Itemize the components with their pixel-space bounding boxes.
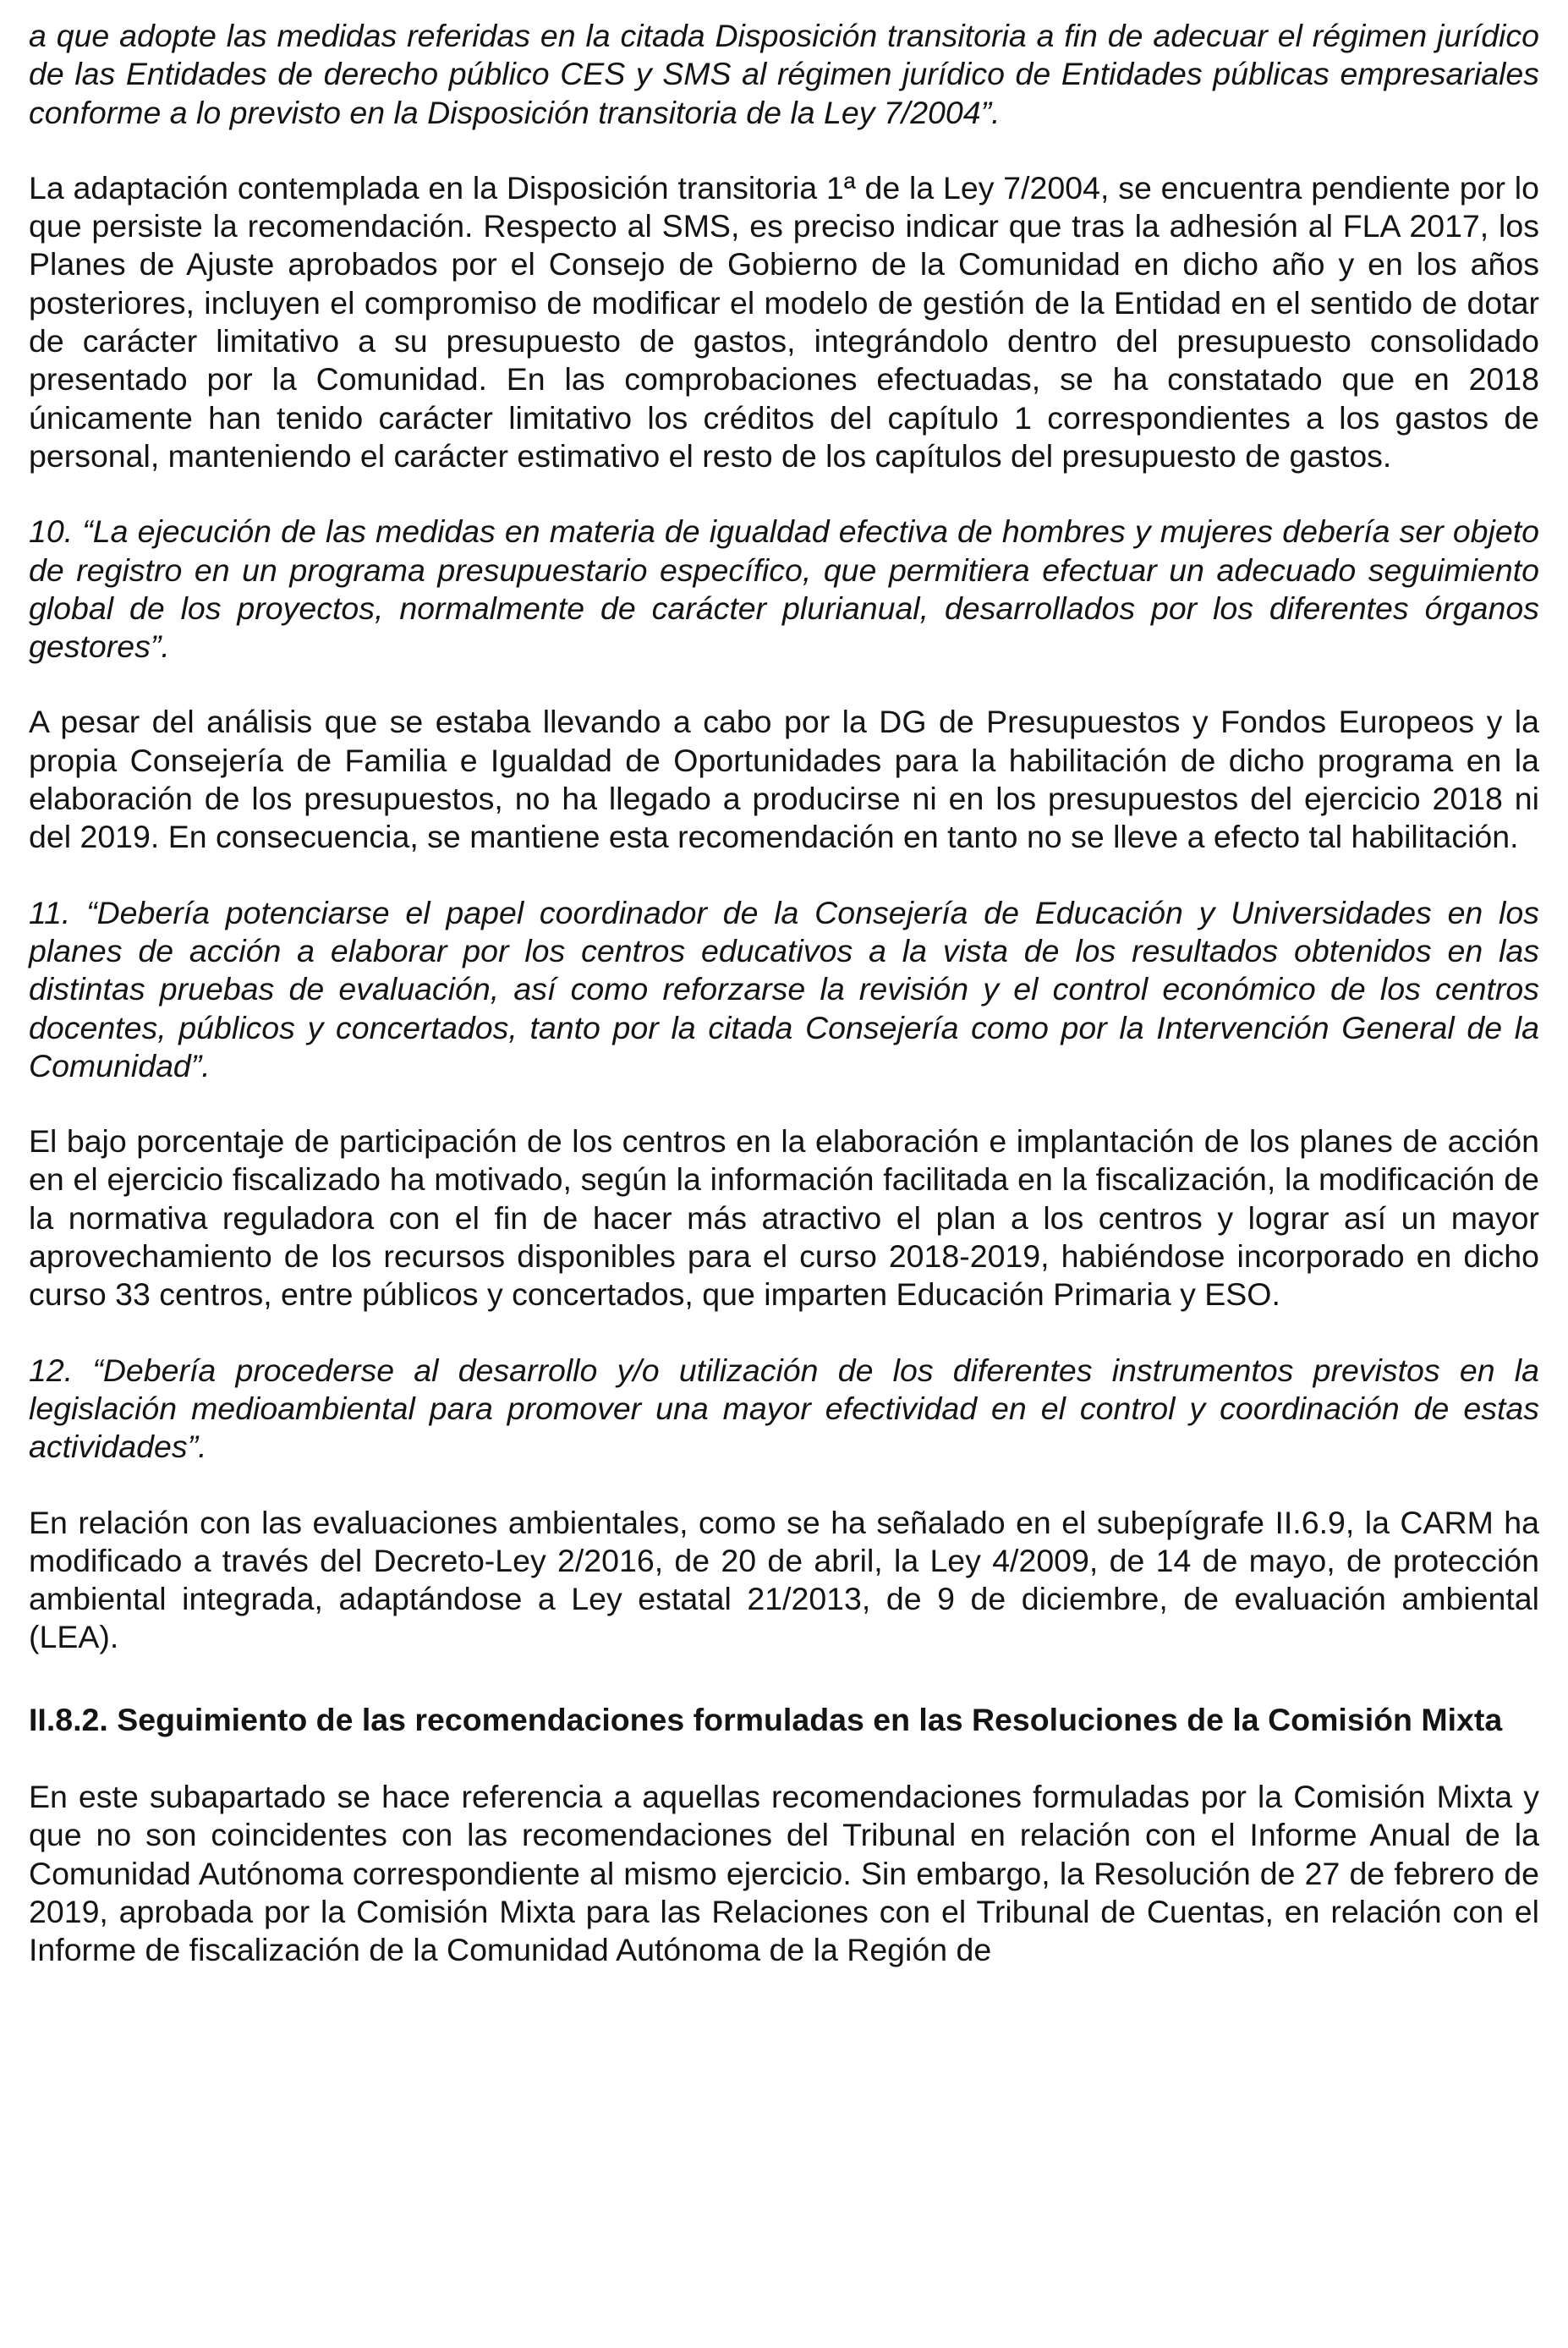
section-heading-ii-8-2: II.8.2. Seguimiento de las recomendaciones formuladas en las Resoluciones de la Comisión Mixta — [29, 1701, 1503, 1737]
paragraph-ley-7-2004-adaptation: La adaptación contemplada en la Disposición transitoria 1ª de la Ley 7/2004, se encuentra pendiente por lo que persiste la recomendación. Respecto al SMS, es preciso indicar que tras la adhesión al FLA 2017, los Planes de Ajuste aprobados por el Consejo de Gobierno de la Comunidad en dicho año y en los años posteriores, incluyen el compromiso de modificar el modelo de gestión de la Entidad en el sentido de dotar de carácter limitativo a su presupuesto de gastos, integrándolo dentro del presupuesto consolidado presentado por la Comunidad. En las comprobaciones efectuadas, se ha constatado que en 2018 únicamente han tenido carácter limitativo los créditos del capítulo 1 correspondientes a los gastos de personal, manteniendo el carácter estimativo el resto de los capítulos del presupuesto de gastos. — [29, 169, 1539, 474]
paragraph-recommendation-12-status: En relación con las evaluaciones ambientales, como se ha señalado en el subepígrafe II.6.9, la CARM ha modificado a través del Decreto-Ley 2/2016, de 20 de abril, la Ley 4/2009, de 14 de mayo, de protección ambiental integrada, adaptándose a Ley estatal 21/2013, de 9 de diciembre, de evaluación ambiental (LEA). — [29, 1504, 1539, 1655]
paragraph-recommendation-10-status: A pesar del análisis que se estaba llevando a cabo por la DG de Presupuestos y Fondos Europeos y la propia Consejería de Familia e Igualdad de Oportunidades para la habilitación de dicho programa en la elaboración de los presupuestos, no ha llegado a producirse ni en los presupuestos del ejercicio 2018 ni del 2019. En consecuencia, se mantiene esta recomendación en tanto no se lleve a efecto tal habilitación. — [29, 704, 1539, 855]
recommendation-quote-continuation: a que adopte las medidas referidas en la citada Disposición transitoria a fin de adecuar el régimen jurídico de las Entidades de derecho público CES y SMS al régimen jurídico de Entidades públicas empresariales conforme a lo previsto en la Disposición transitoria de la Ley 7/2004”. — [29, 18, 1539, 130]
document-page — [29, 17, 1539, 1969]
paragraph-comision-mixta: En este subapartado se hace referencia a aquellas recomendaciones formuladas por la Comisión Mixta y que no son coincidentes con las recomendaciones del Tribunal en relación con el Informe Anual de la Comunidad Autónoma correspondiente al mismo ejercicio. Sin embargo, la Resolución de 27 de febrero de 2019, aprobada por la Comisión Mixta para las Relaciones con el Tribunal de Cuentas, en relación con el Informe de fiscalización de la Comunidad Autónoma de la Región de — [29, 1778, 1539, 1968]
recommendation-10: 10. “La ejecución de las medidas en materia de igualdad efectiva de hombres y mujeres debería ser objeto de registro en un programa presupuestario específico, que permitiera efectuar un adecuado seguimiento global de los proyectos, normalmente de carácter plurianual, desarrollados por los diferentes órganos gestores”. — [29, 513, 1539, 665]
recommendation-11: 11. “Debería potenciarse el papel coordinador de la Consejería de Educación y Universidades en los planes de acción a elaborar por los centros educativos a la vista de los resultados obtenidos en las distintas pruebas de evaluación, así como reforzarse la revisión y el control económico de los centros docentes, públicos y concertados, tanto por la citada Consejería como por la Intervención General de la Comunidad”. — [29, 894, 1539, 1083]
recommendation-12: 12. “Debería procederse al desarrollo y/o utilización de los diferentes instrumentos previstos en la legislación medioambiental para promover una mayor efectividad en el control y coordinación de estas actividades”. — [29, 1352, 1539, 1465]
paragraph-recommendation-11-status: El bajo porcentaje de participación de los centros en la elaboración e implantación de los planes de acción en el ejercicio fiscalizado ha motivado, según la información facilitada en la fiscalización, la modificación de la normativa reguladora con el fin de hacer más atractivo el plan a los centros y lograr así un mayor aprovechamiento de los recursos disponibles para el curso 2018-2019, habiéndose incorporado en dicho curso 33 centros, entre públicos y concertados, que imparten Educación Primaria y ESO. — [29, 1123, 1539, 1313]
